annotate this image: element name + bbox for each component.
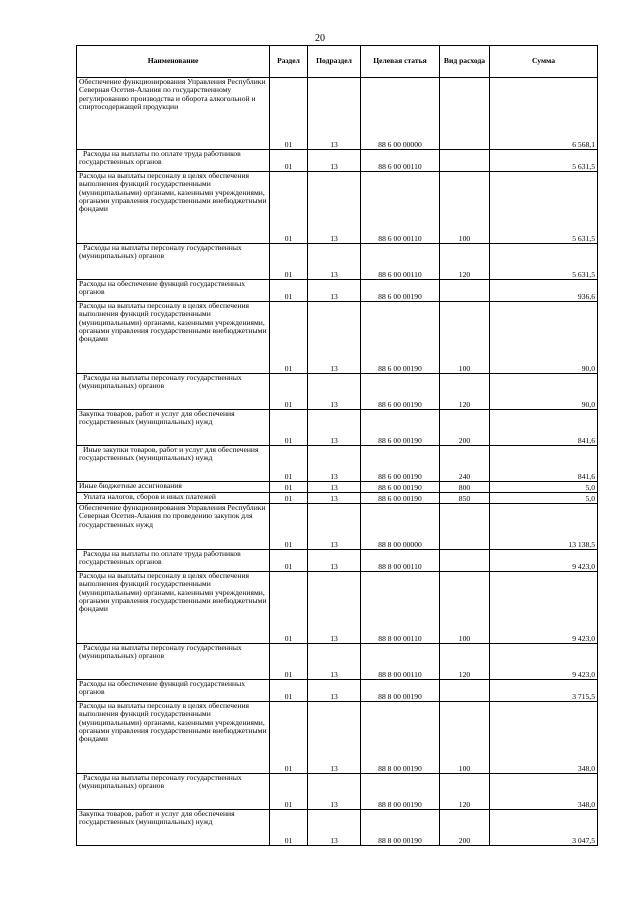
row-sum-cell-text: 6 568,1 xyxy=(572,139,595,149)
row-name-cell xyxy=(77,572,270,644)
row-sum-cell xyxy=(490,302,598,374)
row-sum-cell-text: 5,0 xyxy=(585,482,595,492)
row-name-cell xyxy=(77,78,270,150)
row-name-cell xyxy=(77,244,270,280)
row-razdel-cell-text: 01 xyxy=(284,291,293,301)
row-podrazdel-cell-text: 13 xyxy=(330,161,338,171)
row-name-cell xyxy=(77,374,270,410)
row-podrazdel-cell xyxy=(308,150,361,172)
row-vid-cell-text: 850 xyxy=(458,493,471,503)
row-name-cell-text: Иные бюджетные ассигнования xyxy=(79,481,182,490)
row-podrazdel-cell xyxy=(308,446,361,482)
row-target-cell-text: 88 8 00 00110 xyxy=(378,561,422,571)
row-podrazdel-cell xyxy=(308,374,361,410)
table-row xyxy=(77,78,598,150)
row-name-cell-text: Расходы на выплаты по оплате труда работников государственных органов xyxy=(79,149,241,167)
row-razdel-cell xyxy=(270,482,308,493)
row-vid-cell xyxy=(440,702,490,774)
row-name-cell-text: Обеспечение функционирования Управления Республики Северная Осетия-Алания по государственному регулированию производства и оборота алкогольной и спиртосодержащей продукции xyxy=(79,77,266,112)
row-razdel-cell-text: 01 xyxy=(284,435,293,445)
row-target-cell-text: 88 6 00 00190 xyxy=(378,435,422,445)
row-podrazdel-cell-text: 13 xyxy=(330,669,338,679)
row-target-cell xyxy=(361,504,440,550)
table-row xyxy=(77,446,598,482)
row-name-cell xyxy=(77,810,270,846)
row-sum-cell-text: 3 047,5 xyxy=(572,835,595,845)
row-name-cell xyxy=(77,680,270,702)
row-sum-cell-text: 90,0 xyxy=(581,399,595,409)
row-podrazdel-cell-text: 13 xyxy=(330,399,338,409)
table-row xyxy=(77,374,598,410)
row-sum-cell xyxy=(490,774,598,810)
row-podrazdel-cell xyxy=(308,680,361,702)
row-razdel-cell-text: 01 xyxy=(284,691,293,701)
row-name-cell-text: Расходы на выплаты по оплате труда работников государственных органов xyxy=(79,549,241,567)
row-razdel-cell xyxy=(270,810,308,846)
row-target-cell-text: 88 6 00 00190 xyxy=(378,482,422,492)
row-target-cell xyxy=(361,280,440,302)
row-razdel-cell xyxy=(270,644,308,680)
row-podrazdel-cell xyxy=(308,504,361,550)
row-razdel-cell xyxy=(270,78,308,150)
row-vid-cell xyxy=(440,550,490,572)
row-name-cell xyxy=(77,774,270,810)
row-sum-cell-text: 841,6 xyxy=(577,471,595,481)
row-podrazdel-cell-text: 13 xyxy=(330,482,338,492)
row-vid-cell-text: 120 xyxy=(458,269,471,279)
row-podrazdel-cell xyxy=(308,644,361,680)
table-row xyxy=(77,150,598,172)
row-podrazdel-cell-text: 13 xyxy=(330,233,338,243)
row-target-cell xyxy=(361,78,440,150)
row-razdel-cell-text: 01 xyxy=(284,539,293,549)
row-podrazdel-cell xyxy=(308,550,361,572)
row-name-cell xyxy=(77,482,270,493)
row-sum-cell-text: 841,6 xyxy=(577,435,595,445)
row-razdel-cell xyxy=(270,374,308,410)
row-razdel-cell xyxy=(270,493,308,504)
table-row xyxy=(77,244,598,280)
row-sum-cell-text: 5,0 xyxy=(585,493,595,503)
row-podrazdel-cell xyxy=(308,702,361,774)
table-header-row xyxy=(77,46,598,78)
row-target-cell xyxy=(361,302,440,374)
row-podrazdel-cell xyxy=(308,244,361,280)
row-sum-cell-text: 13 138,5 xyxy=(568,539,595,549)
row-target-cell-text: 88 6 00 00000 xyxy=(378,139,422,149)
row-podrazdel-cell-text: 13 xyxy=(330,539,338,549)
row-podrazdel-cell xyxy=(308,493,361,504)
row-podrazdel-cell-text: 13 xyxy=(330,835,338,845)
row-podrazdel-cell xyxy=(308,410,361,446)
row-name-cell xyxy=(77,504,270,550)
row-name-cell-text: Расходы на выплаты персоналу государственных (муниципальных) органов xyxy=(79,643,242,661)
row-target-cell xyxy=(361,446,440,482)
row-podrazdel-cell-text: 13 xyxy=(330,493,338,503)
table-row xyxy=(77,493,598,504)
row-target-cell xyxy=(361,680,440,702)
table-row xyxy=(77,702,598,774)
row-name-cell-text: Расходы на обеспечение функций государственных органов xyxy=(79,679,245,697)
row-name-cell xyxy=(77,302,270,374)
row-razdel-cell-text: 01 xyxy=(284,482,293,492)
row-vid-cell xyxy=(440,302,490,374)
row-sum-cell xyxy=(490,482,598,493)
row-razdel-cell-text: 01 xyxy=(284,669,293,679)
header-sum: Сумма xyxy=(490,46,598,78)
row-podrazdel-cell-text: 13 xyxy=(330,633,338,643)
row-razdel-cell-text: 01 xyxy=(284,799,293,809)
row-target-cell-text: 88 6 00 00190 xyxy=(378,363,422,373)
row-target-cell xyxy=(361,493,440,504)
row-sum-cell-text: 3 715,5 xyxy=(572,691,595,701)
row-podrazdel-cell xyxy=(308,482,361,493)
row-sum-cell xyxy=(490,493,598,504)
table-row xyxy=(77,504,598,550)
row-vid-cell xyxy=(440,244,490,280)
row-target-cell xyxy=(361,244,440,280)
row-name-cell-text: Обеспечение функционирования Управления Республики Северная Осетия-Алания по проведению закупок для государственных нужд xyxy=(79,503,266,529)
row-podrazdel-cell-text: 13 xyxy=(330,139,338,149)
row-vid-cell-text: 100 xyxy=(458,763,471,773)
row-target-cell xyxy=(361,410,440,446)
row-target-cell xyxy=(361,572,440,644)
row-razdel-cell-text: 01 xyxy=(284,139,293,149)
row-vid-cell-text: 120 xyxy=(458,669,471,679)
row-razdel-cell xyxy=(270,280,308,302)
row-podrazdel-cell-text: 13 xyxy=(330,269,338,279)
row-razdel-cell xyxy=(270,572,308,644)
row-sum-cell xyxy=(490,446,598,482)
row-target-cell-text: 88 6 00 00190 xyxy=(378,399,422,409)
row-vid-cell xyxy=(440,493,490,504)
row-target-cell xyxy=(361,172,440,244)
row-name-cell-text: Расходы на выплаты персоналу государственных (муниципальных) органов xyxy=(79,373,242,391)
row-razdel-cell-text: 01 xyxy=(284,363,293,373)
row-target-cell-text: 88 8 00 00190 xyxy=(378,835,422,845)
row-name-cell-text: Расходы на выплаты персоналу государственных (муниципальных) органов xyxy=(79,243,242,261)
header-razdel: Раздел xyxy=(270,46,308,78)
row-sum-cell-text: 9 423,0 xyxy=(572,633,595,643)
row-vid-cell xyxy=(440,810,490,846)
row-vid-cell-text: 800 xyxy=(458,482,471,492)
page-number: 20 xyxy=(315,33,325,44)
row-vid-cell-text: 240 xyxy=(458,471,471,481)
row-vid-cell xyxy=(440,172,490,244)
row-target-cell-text: 88 6 00 00110 xyxy=(378,269,422,279)
row-sum-cell-text: 936,6 xyxy=(577,291,595,301)
header-podrazdel: Подраздел xyxy=(308,46,361,78)
row-target-cell xyxy=(361,374,440,410)
row-razdel-cell xyxy=(270,302,308,374)
row-podrazdel-cell xyxy=(308,78,361,150)
row-target-cell xyxy=(361,810,440,846)
row-razdel-cell xyxy=(270,172,308,244)
row-vid-cell-text: 200 xyxy=(458,835,471,845)
row-razdel-cell xyxy=(270,774,308,810)
row-razdel-cell xyxy=(270,702,308,774)
row-target-cell xyxy=(361,550,440,572)
row-razdel-cell-text: 01 xyxy=(284,269,293,279)
row-sum-cell xyxy=(490,280,598,302)
row-razdel-cell xyxy=(270,680,308,702)
row-sum-cell xyxy=(490,150,598,172)
row-sum-cell xyxy=(490,374,598,410)
row-vid-cell xyxy=(440,410,490,446)
row-podrazdel-cell-text: 13 xyxy=(330,435,338,445)
row-vid-cell xyxy=(440,78,490,150)
row-target-cell-text: 88 8 00 00190 xyxy=(378,691,422,701)
row-razdel-cell xyxy=(270,446,308,482)
row-name-cell xyxy=(77,150,270,172)
row-podrazdel-cell xyxy=(308,280,361,302)
row-sum-cell-text: 5 631,5 xyxy=(572,269,595,279)
row-name-cell xyxy=(77,280,270,302)
row-name-cell xyxy=(77,172,270,244)
row-name-cell xyxy=(77,550,270,572)
row-razdel-cell-text: 01 xyxy=(284,561,293,571)
row-sum-cell xyxy=(490,572,598,644)
row-vid-cell-text: 100 xyxy=(458,363,471,373)
row-sum-cell xyxy=(490,680,598,702)
row-razdel-cell-text: 01 xyxy=(284,471,293,481)
row-target-cell-text: 88 6 00 00190 xyxy=(378,291,422,301)
row-target-cell xyxy=(361,774,440,810)
row-podrazdel-cell-text: 13 xyxy=(330,763,338,773)
row-name-cell xyxy=(77,410,270,446)
row-name-cell xyxy=(77,493,270,504)
row-razdel-cell-text: 01 xyxy=(284,493,293,503)
row-podrazdel-cell xyxy=(308,172,361,244)
row-vid-cell xyxy=(440,446,490,482)
row-name-cell-text: Расходы на выплаты персоналу в целях обеспечения выполнения функций государственными (муниципальными) органами, казенными учреждениями, органами управления государственными внебюджетными фондами xyxy=(79,171,267,214)
header-vid: Вид расхода xyxy=(440,46,490,78)
row-vid-cell xyxy=(440,280,490,302)
row-sum-cell xyxy=(490,550,598,572)
table-row xyxy=(77,680,598,702)
row-name-cell xyxy=(77,644,270,680)
budget-table xyxy=(76,45,598,846)
row-razdel-cell-text: 01 xyxy=(284,633,293,643)
row-target-cell-text: 88 8 00 00190 xyxy=(378,799,422,809)
row-podrazdel-cell xyxy=(308,572,361,644)
row-name-cell-text: Иные закупки товаров, работ и услуг для обеспечения государственных (муниципальных) нужд xyxy=(79,445,259,463)
row-vid-cell xyxy=(440,644,490,680)
table-row xyxy=(77,774,598,810)
table-row xyxy=(77,644,598,680)
row-sum-cell-text: 9 423,0 xyxy=(572,561,595,571)
row-vid-cell xyxy=(440,572,490,644)
row-vid-cell-text: 100 xyxy=(458,633,471,643)
row-sum-cell xyxy=(490,702,598,774)
row-podrazdel-cell-text: 13 xyxy=(330,799,338,809)
row-sum-cell-text: 9 423,0 xyxy=(572,669,595,679)
row-vid-cell-text: 100 xyxy=(458,233,471,243)
row-podrazdel-cell-text: 13 xyxy=(330,363,338,373)
row-razdel-cell xyxy=(270,150,308,172)
header-target: Целевая статья xyxy=(361,46,440,78)
row-razdel-cell xyxy=(270,244,308,280)
row-name-cell xyxy=(77,446,270,482)
row-sum-cell-text: 5 631,5 xyxy=(572,161,595,171)
row-name-cell-text: Расходы на выплаты персоналу в целях обеспечения выполнения функций государственными (муниципальными) органами, казенными учреждениями, органами управления государственными внебюджетными фондами xyxy=(79,701,267,744)
header-name: Наименование xyxy=(77,46,270,78)
row-name-cell-text: Расходы на выплаты персоналу в целях обеспечения выполнения функций государственными (муниципальными) органами, казенными учреждениями, органами управления государственными внебюджетными фондами xyxy=(79,571,267,614)
table-row xyxy=(77,572,598,644)
row-vid-cell xyxy=(440,150,490,172)
row-vid-cell xyxy=(440,680,490,702)
row-sum-cell xyxy=(490,644,598,680)
row-vid-cell xyxy=(440,774,490,810)
table-row xyxy=(77,550,598,572)
row-razdel-cell-text: 01 xyxy=(284,399,293,409)
row-sum-cell xyxy=(490,78,598,150)
row-razdel-cell-text: 01 xyxy=(284,763,293,773)
row-podrazdel-cell xyxy=(308,774,361,810)
row-razdel-cell xyxy=(270,550,308,572)
row-razdel-cell-text: 01 xyxy=(284,161,293,171)
row-razdel-cell-text: 01 xyxy=(284,233,293,243)
row-razdel-cell xyxy=(270,410,308,446)
row-sum-cell-text: 348,0 xyxy=(577,763,595,773)
table-row xyxy=(77,810,598,846)
row-name-cell-text: Расходы на выплаты персоналу в целях обеспечения выполнения функций государственными (муниципальными) органами, казенными учреждениями, органами управления государственными внебюджетными фондами xyxy=(79,301,267,344)
row-target-cell-text: 88 8 00 00000 xyxy=(378,539,422,549)
row-razdel-cell-text: 01 xyxy=(284,835,293,845)
row-razdel-cell xyxy=(270,504,308,550)
table-row xyxy=(77,280,598,302)
table-row xyxy=(77,482,598,493)
row-name-cell-text: Закупка товаров, работ и услуг для обеспечения государственных (муниципальных) нужд xyxy=(79,809,235,827)
row-podrazdel-cell-text: 13 xyxy=(330,561,338,571)
row-sum-cell xyxy=(490,504,598,550)
row-target-cell-text: 88 8 00 00110 xyxy=(378,669,422,679)
row-target-cell-text: 88 8 00 00110 xyxy=(378,633,422,643)
row-vid-cell xyxy=(440,482,490,493)
row-vid-cell xyxy=(440,504,490,550)
row-target-cell xyxy=(361,482,440,493)
row-name-cell-text: Закупка товаров, работ и услуг для обеспечения государственных (муниципальных) нужд xyxy=(79,409,235,427)
row-name-cell xyxy=(77,702,270,774)
table-row xyxy=(77,410,598,446)
table-row xyxy=(77,302,598,374)
row-sum-cell xyxy=(490,810,598,846)
row-podrazdel-cell xyxy=(308,302,361,374)
row-target-cell-text: 88 6 00 00110 xyxy=(378,161,422,171)
row-target-cell xyxy=(361,702,440,774)
row-target-cell xyxy=(361,150,440,172)
row-vid-cell-text: 120 xyxy=(458,399,471,409)
row-sum-cell-text: 5 631,5 xyxy=(572,233,595,243)
row-target-cell-text: 88 6 00 00190 xyxy=(378,493,422,503)
row-name-cell-text: Расходы на выплаты персоналу государственных (муниципальных) органов xyxy=(79,773,242,791)
row-vid-cell-text: 120 xyxy=(458,799,471,809)
row-vid-cell-text: 200 xyxy=(458,435,471,445)
row-vid-cell xyxy=(440,374,490,410)
row-target-cell-text: 88 8 00 00190 xyxy=(378,763,422,773)
table-row xyxy=(77,172,598,244)
row-sum-cell-text: 348,0 xyxy=(577,799,595,809)
row-target-cell xyxy=(361,644,440,680)
row-podrazdel-cell-text: 13 xyxy=(330,471,338,481)
row-sum-cell xyxy=(490,244,598,280)
row-target-cell-text: 88 6 00 00110 xyxy=(378,233,422,243)
row-sum-cell xyxy=(490,410,598,446)
row-sum-cell xyxy=(490,172,598,244)
row-podrazdel-cell-text: 13 xyxy=(330,691,338,701)
row-name-cell-text: Расходы на обеспечение функций государственных органов xyxy=(79,279,245,297)
row-podrazdel-cell xyxy=(308,810,361,846)
row-target-cell-text: 88 6 00 00190 xyxy=(378,471,422,481)
row-podrazdel-cell-text: 13 xyxy=(330,291,338,301)
row-name-cell-text: Уплата налогов, сборов и иных платежей xyxy=(83,492,216,501)
row-sum-cell-text: 90,0 xyxy=(581,363,595,373)
